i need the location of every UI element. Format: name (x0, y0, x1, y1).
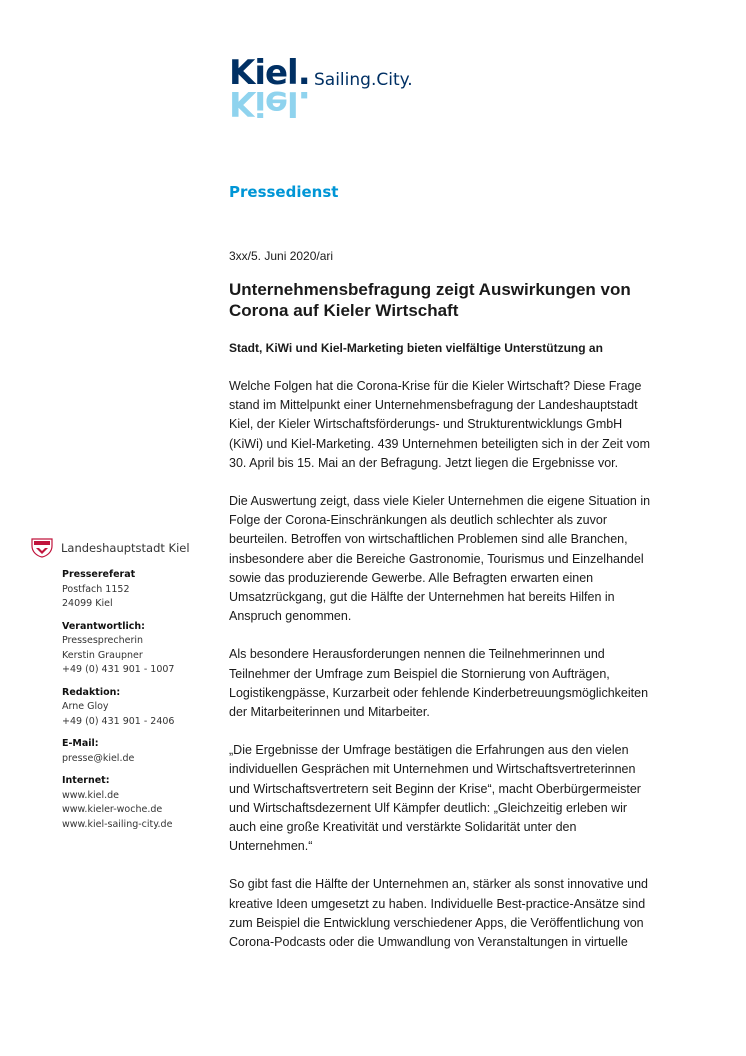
contact-line: 24099 Kiel (62, 598, 113, 609)
contact-block-email (62, 737, 211, 766)
subheadline: Stadt, KiWi und Kiel-Marketing bieten vielfältige Unterstützung an (229, 341, 603, 355)
text-line: Als besondere Herausforderungen nennen die Teilnehmerinnen und (229, 647, 605, 662)
text-line: 30. April bis 15. Mai an der Befragung. Jetzt liegen die Ergebnisse vor. (229, 455, 619, 470)
text-line: Folge der Corona-Einschränkungen als deutlich schlechter als zuvor (229, 513, 607, 528)
text-line: Unternehmen.“ (229, 839, 313, 854)
text-line: „Die Ergebnisse der Umfrage bestätigen die Erfahrungen aus den vielen (229, 743, 629, 758)
website-link[interactable]: www.kiel-sailing-city.de (62, 818, 173, 830)
text-line: Die Auswertung zeigt, dass viele Kieler Unternehmen die eigene Situation in (229, 494, 651, 509)
contact-line: Pressesprecherin (62, 635, 144, 646)
text-line: der Mitarbeiterinnen und Mitarbeiter. (229, 705, 430, 720)
contact-line: Kerstin Graupner (62, 649, 143, 661)
text-line: Umsatzrückgang, gut die Hälfte der Unternehmen hat bereits Hilfen in (229, 590, 615, 605)
text-line: Welche Folgen hat die Corona-Krise für die Kieler Wirtschaft? Diese Frage (229, 379, 642, 393)
paragraph (229, 377, 671, 473)
text-line: zum Beispiel die Entwicklung verschiedener Apps, die Veröffentlichung von (229, 915, 644, 930)
logo-tagline: Sailing.City. (314, 70, 413, 90)
kiel-sailing-city-logo (229, 53, 429, 126)
logo-word-reflection: Kiel. (229, 83, 310, 123)
paragraph (229, 875, 671, 952)
contact-line: Arne Gloy (62, 701, 109, 712)
website-link[interactable]: www.kiel.de (62, 789, 119, 801)
text-line: und Wirtschaftsdezernent Ulf Kämpfer deutlich: „Gleichzeitig erleben wir (229, 800, 628, 815)
text-line: So gibt fast die Hälfte der Unternehmen an, stärker als sonst innovative und (229, 877, 648, 892)
text-line: Teilnehmer der Umfrage zum Beispiel die Stornierung von Aufträgen, (229, 666, 610, 681)
text-line: beurteilen. Betroffen von wirtschaftlichen Problemen sind alle Branchen, (229, 532, 628, 547)
headline-line: Unternehmensbefragung zeigt Auswirkungen von (229, 280, 631, 299)
dateline: 3xx/5. Juni 2020/ari (229, 249, 334, 263)
contact-block-internet (62, 774, 211, 832)
contact-sidebar (31, 538, 211, 840)
kiel-crest-icon (31, 538, 53, 558)
website-link[interactable]: www.kieler-woche.de (62, 804, 163, 815)
text-line: und Wirtschaftsvertretern seit Beginn der Krise“, macht Oberbürgermeister (229, 781, 641, 796)
text-line: insbesondere aber die Bereiche Gastronomie, Tourismus und Einzelhandel (229, 551, 644, 566)
text-line: stand im Mittelpunkt einer Unternehmensbefragung der Landeshauptstadt (229, 398, 638, 413)
headline (229, 279, 679, 321)
contact-heading: E-Mail: (62, 738, 99, 749)
paragraph (229, 741, 671, 856)
text-line: Corona-Podcasts oder die Umwandlung von Veranstaltungen in virtuelle (229, 935, 628, 950)
paragraph (229, 645, 671, 722)
service-title: Pressedienst (229, 183, 339, 201)
contact-heading: Redaktion: (62, 686, 121, 698)
contact-heading: Pressereferat (62, 569, 136, 580)
contact-line: Postfach 1152 (62, 583, 130, 595)
article-body (229, 377, 671, 971)
text-line: Kiel, der Kieler Wirtschaftsförderungs- und Strukturentwicklungs GmbH (229, 417, 623, 432)
contact-block-editor (62, 686, 211, 730)
logo-word: Kiel. (229, 53, 310, 93)
text-line: individuellen Gesprächen mit Unternehmen und Wirtschaftsvertreterinnen (229, 762, 636, 777)
email-link[interactable]: presse@kiel.de (62, 752, 135, 764)
paragraph (229, 492, 671, 626)
contact-phone: +49 (0) 431 901 - 1007 (62, 664, 175, 675)
contact-block-responsible (62, 620, 211, 678)
text-line: auch eine große Kreativität und verstärkte Solidarität unter den (229, 820, 577, 835)
contact-heading: Internet: (62, 775, 110, 786)
org-name: Landeshauptstadt Kiel (61, 540, 190, 555)
text-line: kreative Ideen umgesetzt zu haben. Individuelle Best-practice-Ansätze sind (229, 896, 646, 911)
text-line: (KiWi) und Kiel-Marketing. 439 Unternehmen beteiligten sich in der Zeit vom (229, 436, 651, 451)
contact-phone: +49 (0) 431 901 - 2406 (62, 715, 175, 727)
text-line: Logistikengpässe, Kurzarbeit oder fehlende Kinderbetreuungsmöglichkeiten (229, 685, 649, 700)
headline-line: Corona auf Kieler Wirtschaft (229, 301, 459, 320)
contact-heading: Verantwortlich: (62, 620, 145, 632)
org-row (31, 538, 211, 558)
text-line: Anspruch genommen. (229, 609, 352, 624)
text-line: sowie das produzierende Gewerbe. Alle Befragten erwarten einen (229, 570, 594, 585)
contact-block-press-office (62, 568, 211, 612)
